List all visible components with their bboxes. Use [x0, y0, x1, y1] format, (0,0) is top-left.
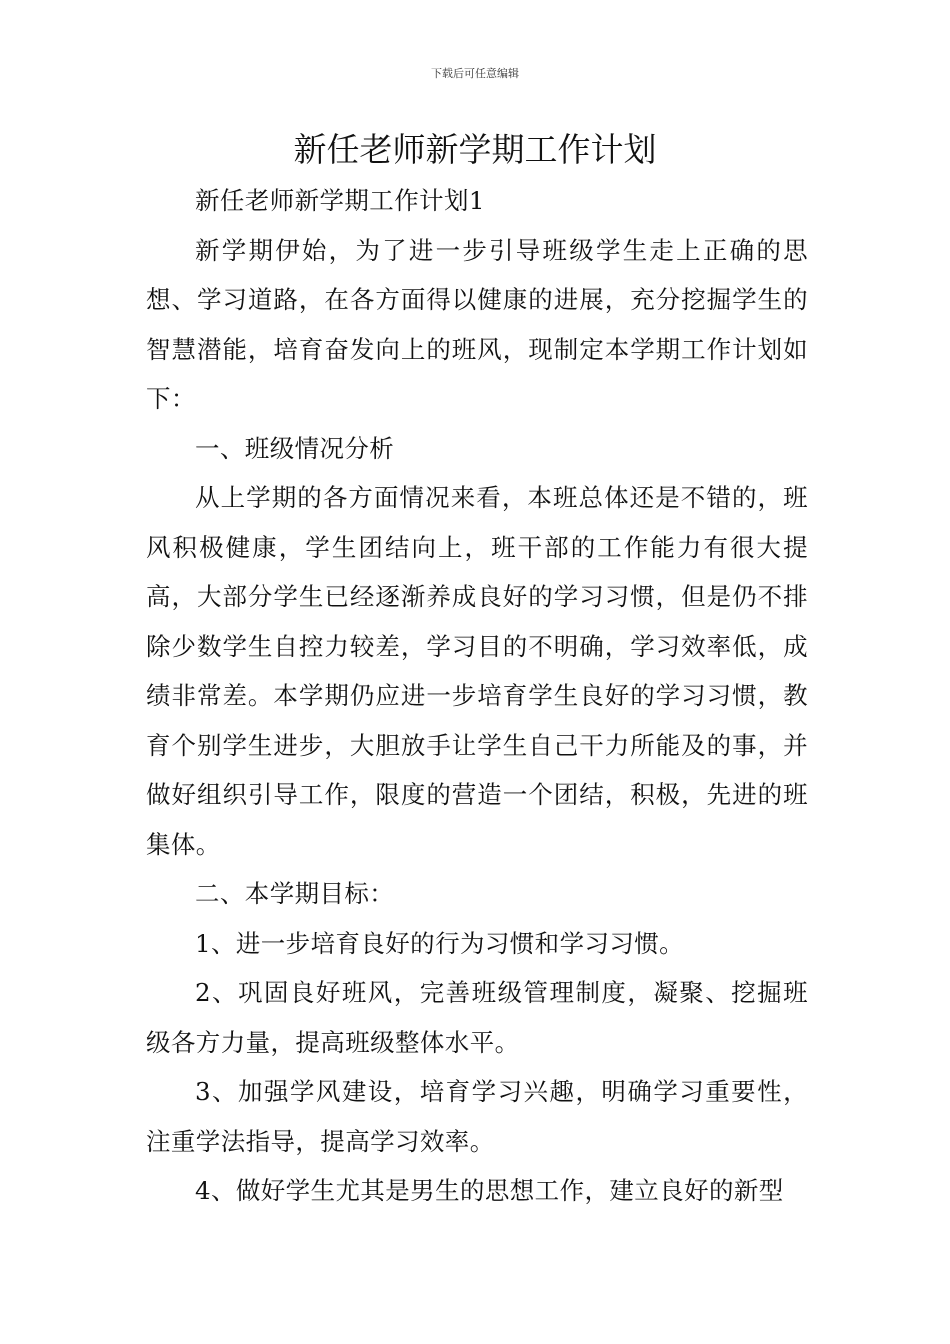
goal-item-3: 3、加强学风建设，培育学习兴趣，明确学习重要性，注重学法指导，提高学习效率。: [146, 1077, 808, 1156]
section-heading-goals: 二、本学期目标：: [195, 879, 395, 908]
intro-paragraph: 新学期伊始，为了进一步引导班级学生走上正确的思想、学习道路，在各方面得以健康的进展，充分挖掘学生的智慧潜能，培育奋发向上的班风，现制定本学期工作计划如下：: [146, 235, 808, 413]
header-note: 下载后可任意编辑: [431, 67, 519, 80]
subtitle-paragraph: 新任老师新学期工作计划1: [195, 186, 485, 215]
goal-item-4: 4、做好学生尤其是男生的思想工作，建立良好的新型: [195, 1176, 784, 1205]
goal-item-2: 2、巩固良好班风，完善班级管理制度，凝聚、挖掘班级各方力量，提高班级整体水平。: [146, 978, 808, 1057]
section-heading-class-analysis: 一、班级情况分析: [195, 433, 395, 463]
class-analysis-paragraph: 从上学期的各方面情况来看，本班总体还是不错的，班风积极健康，学生团结向上，班干部的工作能力有很大提高，大部分学生已经逐渐养成良好的学习习惯，但是仍不排除少数学生自控力较差，学习目的不明确，学习效率低，成绩非常差。本学期仍应进一步培育学生良好的学习习惯，教育个别学生进步，大胆放手让学生自己干力所能及的事，并做好组织引导工作，限度的营造一个团结，积极，先进的班集体。: [146, 483, 808, 859]
goal-item-1: 1、进一步培育良好的行为习惯和学习习惯。: [195, 928, 685, 958]
document-title: 新任老师新学期工作计划: [293, 130, 657, 169]
document-body: [146, 176, 808, 1216]
